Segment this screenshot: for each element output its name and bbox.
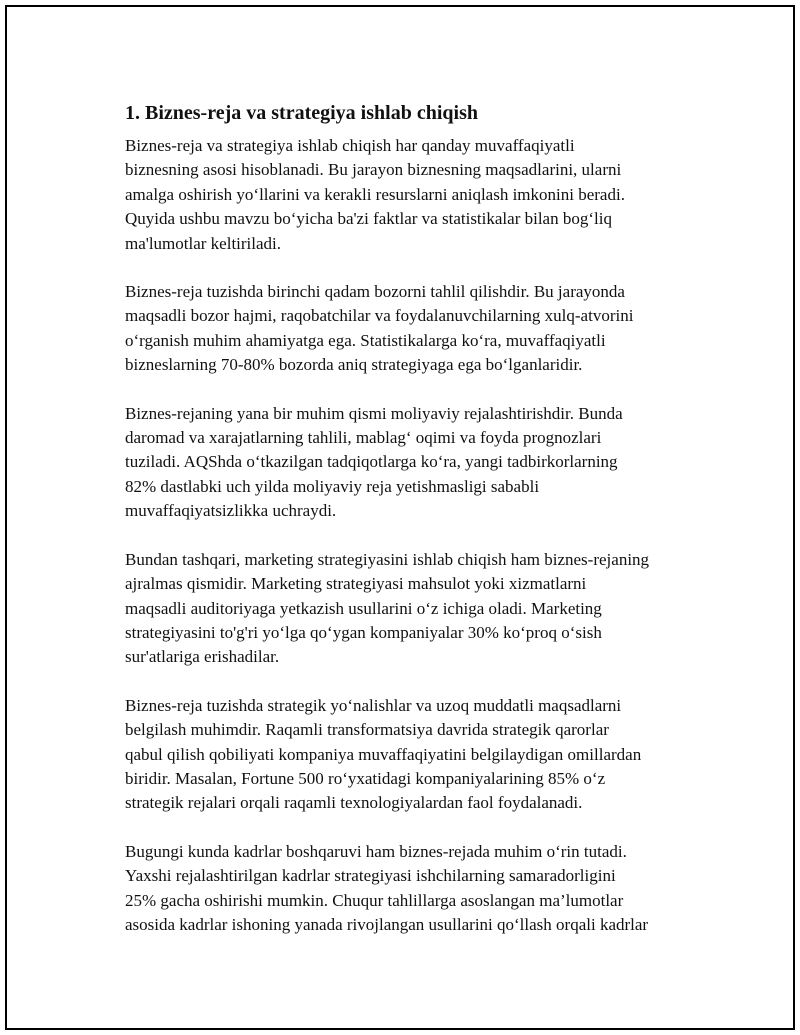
paragraph-marketing-strategy: Bundan tashqari, marketing strategiyasini ishlab chiqish ham biznes-rejaning ajralmas qismidir. Marketing strategiyasi mahsulot yoki xizmatlarni maqsadli auditoriyaga yetkazish usullarini o‘z ichiga oladi. Marketing strategiyasini to'g'ri yo‘lga qo‘ygan kompaniyalar 30% ko‘proq o‘sish sur'atlariga erishadilar.: [125, 549, 650, 667]
paragraph-market-analysis: Biznes-reja tuzishda birinchi qadam bozorni tahlil qilishdir. Bu jarayonda maqsadli bozor hajmi, raqobatchilar va foydalanuvchilarning xulq-atvorini o‘rganish muhim ahamiyatga ega. Statistikalarga ko‘ra, muvaffaqiyatli bizneslarning 70-80% bozorda aniq strategiyaga ega bo‘lganlaridir.: [125, 282, 634, 375]
paragraph-hr-management: Bugungi kunda kadrlar boshqaruvi ham biznes-rejada muhim o‘rin tutadi. Yaxshi rejalashtirilgan kadrlar strategiyasi ishchilarning samaradorligini 25% gacha oshirishi mumkin. Chuqur tahlillarga asoslangan ma’lumotlar asosida kadrlar ishoning yanada rivojlangan usullarini qo‘llash orqali kadrlar: [125, 841, 649, 934]
document-body: [125, 100, 705, 961]
paragraph-financial-planning: Biznes-rejaning yana bir muhim qismi moliyaviy rejalashtirishdir. Bunda daromad va xarajatlarning tahlili, mablag‘ oqimi va foyda prognozlari tuziladi. AQShda o‘tkazilgan tadqiqotlarga ko‘ra, yangi tadbirkorlarning 82% dastlabki uch yilda moliyaviy reja yetishmasligi sababli muvaffaqiyatsizlikka uchraydi.: [125, 403, 623, 521]
section-heading: 1. Biznes-reja va strategiya ishlab chiqish: [125, 102, 478, 124]
paragraph-intro: Biznes-reja va strategiya ishlab chiqish har qanday muvaffaqiyatli biznesning asosi hisoblanadi. Bu jarayon biznesning maqsadlarini, ularni amalga oshirish yo‘llarini va kerakli resurslarni aniqlash imkonini beradi. Quyida ushbu mavzu bo‘yicha ba'zi faktlar va statistikalar bilan bog‘liq ma'lumotlar keltiriladi.: [125, 136, 625, 253]
paragraph-strategic-directions: Biznes-reja tuzishda strategik yo‘nalishlar va uzoq muddatli maqsadlarni belgilash muhimdir. Raqamli transformatsiya davrida strategik qarorlar qabul qilish qobiliyati kompaniya muvaffaqiyatini belgilaydigan omillardan biridir. Masalan, Fortune 500 ro‘yxatidagi kompaniyalarining 85% o‘z strategik rejalari orqali raqamli texnologiyalardan faol foydalanadi.: [125, 695, 642, 813]
page-frame: [5, 5, 795, 1030]
